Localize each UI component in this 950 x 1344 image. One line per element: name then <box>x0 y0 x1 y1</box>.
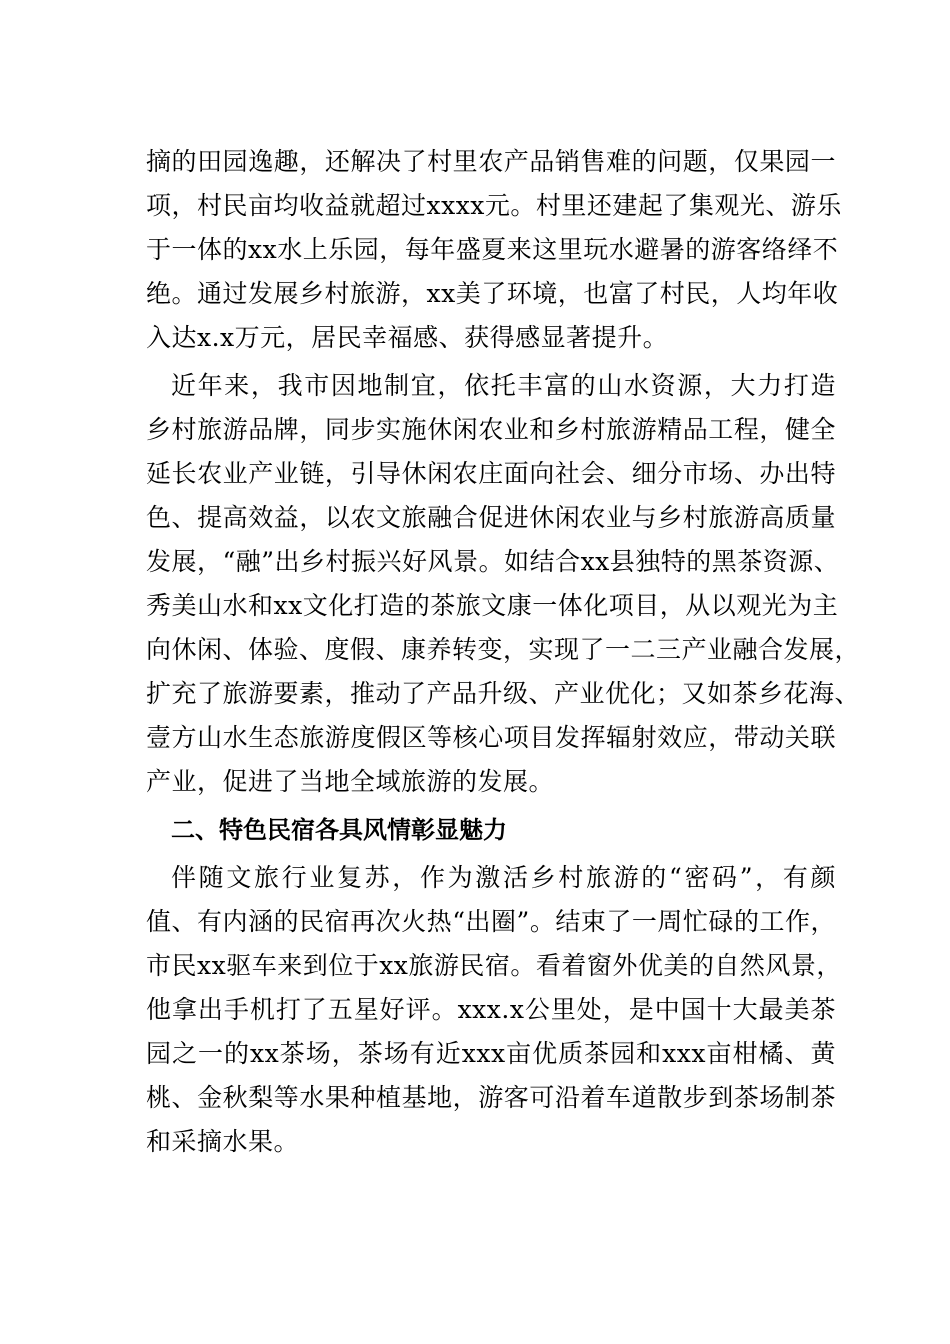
paragraph-line: 秀美山水和xx文化打造的茶旅文康一体化项目，从以观光为主 <box>146 591 839 620</box>
paragraph-line: 值、有内涵的民宿再次火热“出圈”。结束了一周忙碌的工作， <box>146 907 836 936</box>
paragraph-line: 壹方山水生态旅游度假区等核心项目发挥辐射效应，带动关联 <box>146 723 836 752</box>
paragraph-line: 桃、金秋梨等水果种植基地，游客可沿着车道散步到茶场制茶 <box>146 1083 836 1112</box>
paragraph-line: 市民xx驱车来到位于xx旅游民宿。看着窗外优美的自然风景， <box>146 951 842 980</box>
paragraph-line: 伴随文旅行业复苏，作为激活乡村旅游的“密码”，有颜 <box>171 863 836 892</box>
paragraph-line: 近年来，我市因地制宜，依托丰富的山水资源，大力打造 <box>171 371 836 400</box>
paragraph-line: 他拿出手机打了五星好评。xxx.x公里处，是中国十大最美茶 <box>146 995 836 1024</box>
paragraph-line: 扩充了旅游要素，推动了产品升级、产业优化；又如茶乡花海、 <box>146 679 861 708</box>
paragraph-line: 发展，“融”出乡村振兴好风景。如结合xx县独特的黑茶资源、 <box>146 547 840 576</box>
paragraph-line: 绝。通过发展乡村旅游，xx美了环境，也富了村民，人均年收 <box>146 279 839 308</box>
paragraph-line: 色、提高效益，以农文旅融合促进休闲农业与乡村旅游高质量 <box>146 503 836 532</box>
paragraph-line: 延长农业产业链，引导休闲农庄面向社会、细分市场、办出特 <box>146 459 836 488</box>
paragraph-line: 产业，促进了当地全域旅游的发展。 <box>146 767 555 796</box>
paragraph-line: 园之一的xx茶场，茶场有近xxx亩优质茶园和xxx亩柑橘、黄 <box>146 1039 836 1068</box>
paragraph-line: 乡村旅游品牌，同步实施休闲农业和乡村旅游精品工程，健全 <box>146 415 836 444</box>
paragraph-line: 于一体的xx水上乐园，每年盛夏来这里玩水避暑的游客络绎不 <box>146 235 839 264</box>
paragraph-line: 项，村民亩均收益就超过xxxx元。村里还建起了集观光、游乐 <box>146 191 842 220</box>
paragraph-line: 摘的田园逸趣，还解决了村里农产品销售难的问题，仅果园一 <box>146 147 836 176</box>
paragraph-line: 和采摘水果。 <box>146 1127 300 1156</box>
section-heading: 二、特色民宿各具风情彰显魅力 <box>171 816 507 844</box>
paragraph-line: 入达x.x万元，居民幸福感、获得感显著提升。 <box>146 323 669 352</box>
paragraph-line: 向休闲、体验、度假、康养转变，实现了一二三产业融合发展， <box>146 635 861 664</box>
